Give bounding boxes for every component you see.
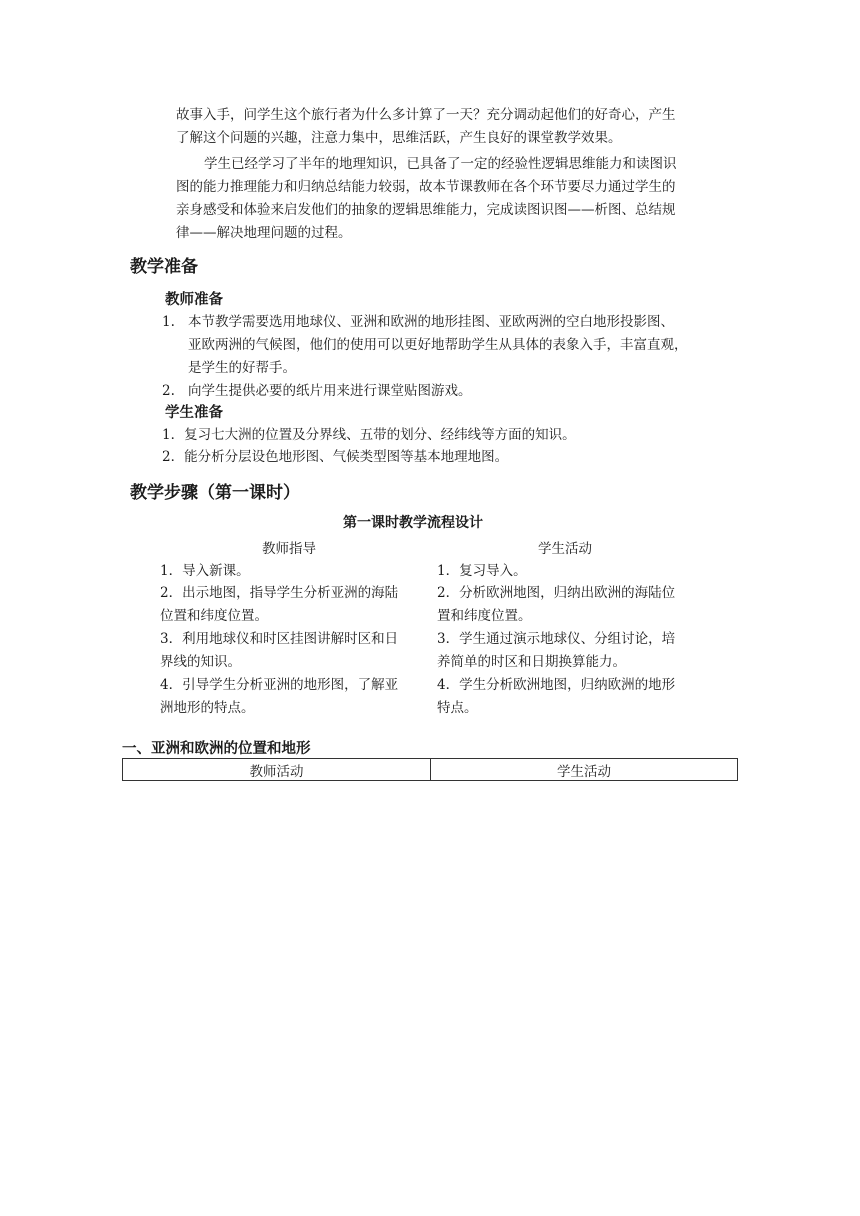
intro-line: 故事入手，问学生这个旅行者为什么多计算了一天？充分调动起他们的好奇心，产生 xyxy=(176,107,676,123)
student-step: 置和纬度位置。 xyxy=(437,608,532,624)
student-step: 特点。 xyxy=(437,700,478,716)
section-heading-1: 一、亚洲和欧洲的位置和地形 xyxy=(122,741,311,757)
teacher-step: 位置和纬度位置。 xyxy=(160,608,268,624)
list-item: 是学生的好帮手。 xyxy=(188,360,296,376)
student-step: 4．学生分析欧洲地图，归纳欧洲的地形 xyxy=(437,677,676,693)
student-step: 养简单的时区和日期换算能力。 xyxy=(437,654,626,670)
student-step: 3．学生通过演示地球仪、分组讨论，培 xyxy=(437,631,676,647)
activity-table xyxy=(122,758,738,781)
student-step: 2．分析欧洲地图，归纳出欧洲的海陆位 xyxy=(437,585,676,601)
section-heading-prep: 教学准备 xyxy=(130,257,198,277)
teacher-step: 1．导入新课。 xyxy=(160,563,250,579)
teacher-step: 4．引导学生分析亚洲的地形图，了解亚 xyxy=(160,677,399,693)
intro-line: 律——解决地理问题的过程。 xyxy=(176,225,352,241)
intro-line: 图的能力推理能力和归纳总结能力较弱，故本节课教师在各个环节要尽力通过学生的 xyxy=(176,179,676,195)
intro-line: 了解这个问题的兴趣，注意力集中，思维活跃，产生良好的课堂教学效果。 xyxy=(176,130,622,146)
subheading-teacher-prep: 教师准备 xyxy=(165,292,223,308)
table-row xyxy=(123,759,738,781)
teacher-step: 2．出示地图，指导学生分析亚洲的海陆 xyxy=(160,585,399,601)
section-heading-steps: 教学步骤（第一课时） xyxy=(130,483,300,503)
teacher-step: 洲地形的特点。 xyxy=(160,700,255,716)
column-header-teacher: 教师指导 xyxy=(262,541,316,557)
table-header-teacher: 教师活动 xyxy=(123,759,431,781)
intro-line: 亲身感受和体验来启发他们的抽象的逻辑思维能力，完成读图识图——析图、总结规 xyxy=(176,202,676,218)
student-step: 1．复习导入。 xyxy=(437,563,527,579)
column-header-student: 学生活动 xyxy=(538,541,592,557)
intro-line: 学生已经学习了半年的地理知识，已具备了一定的经验性逻辑思维能力和读图识 xyxy=(204,156,677,172)
list-number: 2. xyxy=(162,383,175,399)
list-item: 亚欧两洲的气候图，他们的使用可以更好地帮助学生从具体的表象入手，丰富直观， xyxy=(188,337,688,353)
teacher-step: 界线的知识。 xyxy=(160,654,241,670)
list-item: 本节教学需要选用地球仪、亚洲和欧洲的地形挂图、亚欧两洲的空白地形投影图、 xyxy=(188,314,674,330)
table-header-student: 学生活动 xyxy=(431,759,738,781)
list-item: 2．能分析分层设色地形图、气候类型图等基本地理地图。 xyxy=(162,449,509,465)
list-item: 1．复习七大洲的位置及分界线、五带的划分、经纬线等方面的知识。 xyxy=(162,427,576,443)
list-number: 1. xyxy=(162,314,175,330)
flow-title: 第一课时教学流程设计 xyxy=(343,515,483,531)
teacher-step: 3．利用地球仪和时区挂图讲解时区和日 xyxy=(160,631,399,647)
subheading-student-prep: 学生准备 xyxy=(165,405,223,421)
list-item: 向学生提供必要的纸片用来进行课堂贴图游戏。 xyxy=(188,383,472,399)
